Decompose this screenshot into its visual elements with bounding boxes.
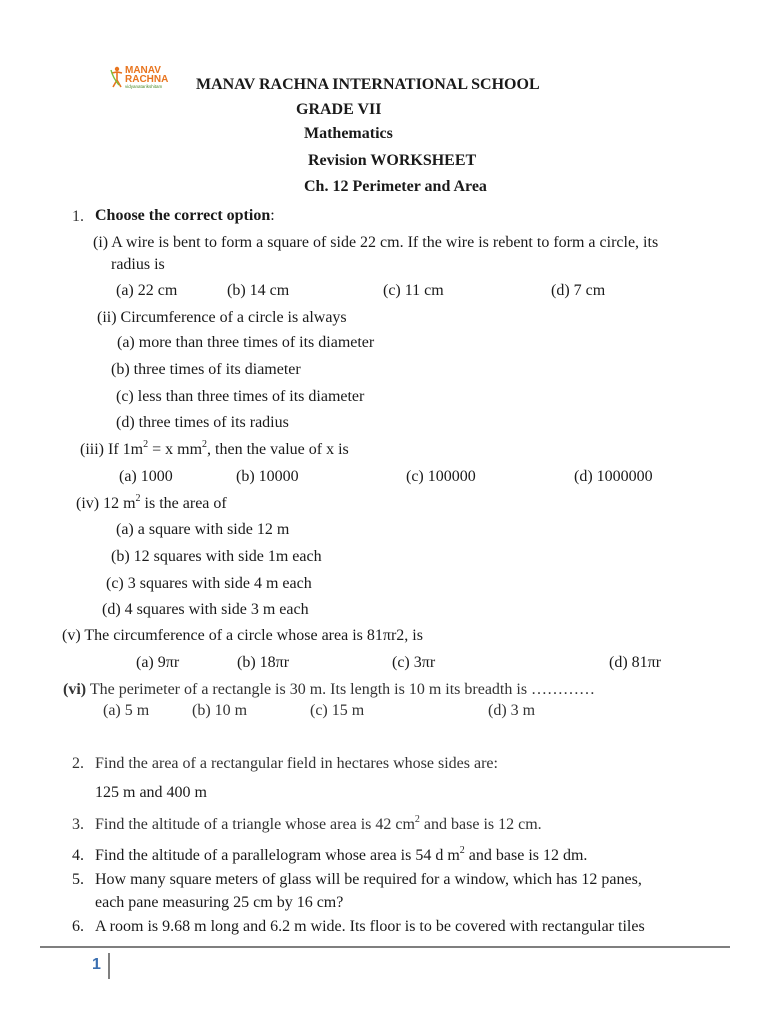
q1-iv-option-a: (a) a square with side 12 m — [116, 521, 290, 538]
q1-i-option-b: (b) 14 cm — [227, 282, 290, 299]
q1-iii-option-c: (c) 100000 — [406, 468, 476, 485]
chapter-title: Ch. 12 Perimeter and Area — [304, 178, 487, 195]
q1-colon: : — [270, 207, 275, 224]
school-name: MANAV RACHNA INTERNATIONAL SCHOOL — [196, 76, 540, 93]
q1-vi-stem — [63, 681, 595, 699]
q5-line2: each pane measuring 25 cm by 16 cm? — [95, 894, 344, 911]
q1-iv-post: is the area of — [140, 495, 227, 512]
footer-divider — [40, 946, 730, 948]
page-number-bar — [108, 953, 110, 979]
q3-post: and base is 12 cm. — [419, 816, 542, 833]
q1-iii-option-d: (d) 1000000 — [574, 468, 653, 485]
q3-sup: 2 — [414, 813, 420, 825]
q1-iv-sup: 2 — [135, 492, 141, 504]
q1-iii-sup1: 2 — [143, 438, 149, 450]
grade-label: GRADE VII — [296, 101, 382, 118]
q1-ii-option-c: (c) less than three times of its diameter — [116, 388, 365, 405]
q1-v-option-d: (d) 81πr — [609, 654, 662, 671]
q1-iii-option-a: (a) 1000 — [119, 468, 173, 485]
q1-iii-option-b: (b) 10000 — [236, 468, 299, 485]
q1-v-option-c: (c) 3πr — [392, 654, 436, 671]
q1-vi-option-a: (a) 5 m — [103, 702, 150, 719]
q1-ii-option-a: (a) more than three times of its diameter — [117, 334, 375, 351]
q1-iv-option-d: (d) 4 squares with side 3 m each — [102, 601, 309, 618]
q1-number: 1. — [72, 208, 84, 225]
q1-iii-mid: = x mm — [148, 441, 203, 458]
q1-iv-pre: (iv) 12 m — [76, 495, 136, 512]
q1-v-stem: (v) The circumference of a circle whose area is 81πr2, is — [62, 627, 423, 644]
logo-tagline: vidyanatarikshitam — [125, 84, 163, 89]
q4-text — [95, 844, 588, 865]
q1-iii-pre: (iii) If 1m — [80, 441, 144, 458]
q1-i-option-a: (a) 22 cm — [116, 282, 178, 299]
q1-iii-sup2: 2 — [202, 438, 208, 450]
q1-iv-stem — [76, 492, 227, 513]
q1-vi-text: The perimeter of a rectangle is 30 m. Its length is 10 m its breadth is ………… — [86, 681, 596, 698]
q1-i-line2: radius is — [111, 256, 165, 273]
q1-iv-option-b: (b) 12 squares with side 1m each — [111, 548, 322, 565]
q2-line2: 125 m and 400 m — [95, 784, 207, 801]
q1-i-option-d: (d) 7 cm — [551, 282, 606, 299]
q1-vi-option-b: (b) 10 m — [192, 702, 248, 719]
q6-line1: A room is 9.68 m long and 6.2 m wide. Its floor is to be covered with rectangular tiles — [95, 918, 645, 935]
q3-number: 3. — [72, 816, 84, 833]
q1-i-option-c: (c) 11 cm — [383, 282, 444, 299]
q1-vi-label: (vi) — [63, 681, 87, 698]
q1-title: Choose the correct option — [95, 207, 271, 224]
subject-label: Mathematics — [304, 125, 393, 142]
q1-ii-stem: (ii) Circumference of a circle is always — [97, 309, 347, 326]
q1-v-option-a: (a) 9πr — [136, 654, 180, 671]
q2-line1: Find the area of a rectangular field in hectares whose sides are: — [95, 755, 498, 772]
q1-heading — [95, 207, 275, 225]
q1-v-option-b: (b) 18πr — [237, 654, 290, 671]
q4-number: 4. — [72, 847, 84, 864]
logo-name-top: MANAV — [125, 65, 161, 76]
school-logo — [110, 64, 194, 90]
q1-vi-option-c: (c) 15 m — [310, 702, 365, 719]
q1-vi-option-d: (d) 3 m — [488, 702, 536, 719]
q1-ii-option-d: (d) three times of its radius — [116, 414, 289, 431]
q1-iii-stem — [80, 438, 349, 459]
worksheet-title: Revision WORKSHEET — [308, 152, 477, 169]
q2-number: 2. — [72, 755, 84, 772]
q6-number: 6. — [72, 918, 84, 935]
logo-name-bottom: RACHNA — [125, 74, 169, 85]
q1-i-line1: (i) A wire is bent to form a square of side 22 cm. If the wire is rebent to form a circle, its — [93, 234, 659, 251]
q4-pre: Find the altitude of a parallelogram whose area is 54 d m — [95, 847, 460, 864]
q3-pre: Find the altitude of a triangle whose area is 42 cm — [95, 816, 415, 833]
q1-iii-post: , then the value of x is — [207, 441, 349, 458]
q1-ii-option-b: (b) three times of its diameter — [111, 361, 301, 378]
q5-number: 5. — [72, 871, 84, 888]
q3-text — [95, 813, 542, 834]
q4-sup: 2 — [459, 844, 465, 856]
q5-line1: How many square meters of glass will be required for a window, which has 12 panes, — [95, 871, 642, 888]
q1-iv-option-c: (c) 3 squares with side 4 m each — [106, 575, 312, 592]
page-number: 1 — [92, 956, 101, 973]
q4-post: and base is 12 dm. — [464, 847, 588, 864]
